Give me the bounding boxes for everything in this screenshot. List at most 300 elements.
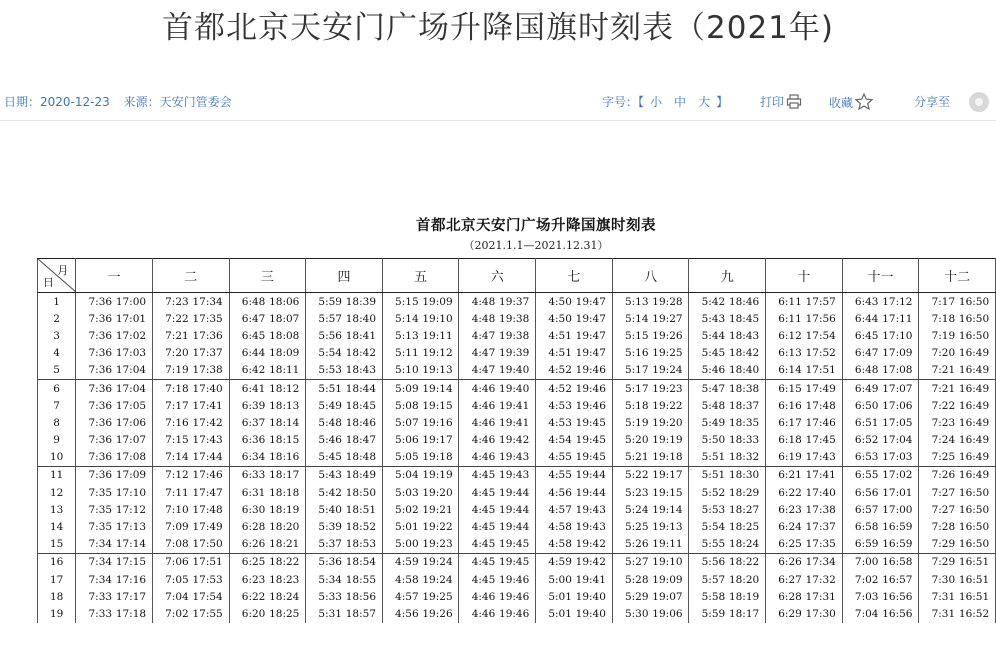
- time-cell: [842, 362, 919, 380]
- table-row: [38, 432, 996, 449]
- lower-time: 19:26: [422, 607, 453, 620]
- lower-time: 18:18: [269, 486, 300, 499]
- lower-time: 16:59: [882, 521, 913, 534]
- time-cell: [382, 293, 459, 311]
- schedule-body: [38, 293, 996, 623]
- time-cell: [842, 327, 919, 344]
- time-cell: [76, 362, 153, 380]
- lower-time: 17:03: [115, 347, 147, 360]
- share-platform-icon[interactable]: [969, 92, 989, 112]
- raise-time: 5:39: [318, 521, 342, 534]
- lower-time: 19:18: [422, 451, 453, 464]
- lower-time: 17:02: [115, 329, 147, 342]
- lower-time: 19:25: [652, 347, 683, 360]
- raise-time: 7:31: [931, 590, 956, 603]
- raise-time: 6:58: [854, 521, 879, 534]
- month-header-cell: 十二: [919, 259, 996, 293]
- time-cell: [842, 310, 919, 327]
- time-cell: [842, 293, 919, 311]
- lower-time: 16:50: [958, 521, 990, 534]
- raise-time: 6:25: [778, 538, 802, 551]
- time-cell: [76, 553, 153, 571]
- raise-time: 5:36: [318, 556, 342, 569]
- time-cell: [612, 379, 689, 397]
- time-cell: [229, 518, 306, 535]
- raise-time: 6:52: [854, 434, 879, 447]
- time-cell: [842, 345, 919, 362]
- lower-time: 19:40: [499, 382, 530, 395]
- lower-time: 19:23: [422, 538, 453, 551]
- month-header-cell: 二: [152, 259, 229, 293]
- raise-time: 5:13: [624, 295, 649, 308]
- lower-time: 17:56: [805, 312, 836, 325]
- table-row: [38, 553, 996, 571]
- raise-time: 5:25: [624, 521, 649, 534]
- raise-time: 7:16: [165, 416, 189, 429]
- lower-time: 18:54: [345, 556, 376, 569]
- time-cell: [76, 518, 153, 535]
- table-row: [38, 449, 996, 467]
- time-cell: [612, 536, 689, 554]
- raise-time: 5:24: [624, 503, 649, 516]
- raise-time: 4:46: [471, 399, 496, 412]
- lower-time: 17:40: [805, 486, 836, 499]
- lower-time: 19:23: [652, 382, 683, 395]
- time-cell: [306, 293, 383, 311]
- raise-time: 6:20: [241, 607, 266, 620]
- bracket-close: 】: [716, 95, 729, 109]
- lower-time: 19:38: [499, 329, 530, 342]
- time-cell: [536, 432, 613, 449]
- time-cell: [229, 362, 306, 380]
- lower-time: 19:46: [499, 590, 530, 603]
- raise-time: 5:26: [624, 538, 649, 551]
- lower-time: 16:51: [958, 556, 990, 569]
- time-cell: [76, 379, 153, 397]
- lower-time: 18:24: [269, 590, 300, 603]
- lower-time: 19:45: [575, 434, 606, 447]
- lower-time: 19:47: [575, 347, 606, 360]
- lower-time: 18:16: [269, 451, 300, 464]
- table-row: [38, 414, 996, 431]
- lower-time: 18:17: [269, 469, 300, 482]
- time-cell: [382, 310, 459, 327]
- raise-time: 5:37: [318, 538, 342, 551]
- lower-time: 17:18: [115, 607, 147, 620]
- raise-time: 5:08: [395, 399, 419, 412]
- lower-time: 19:27: [652, 312, 683, 325]
- time-cell: [459, 484, 536, 501]
- time-cell: [382, 605, 459, 622]
- time-cell: [382, 466, 459, 484]
- time-cell: [612, 484, 689, 501]
- lower-time: 17:09: [115, 469, 147, 482]
- month-header-cell: 三: [229, 259, 306, 293]
- lower-time: 19:28: [652, 295, 683, 308]
- lower-time: 17:41: [805, 469, 836, 482]
- lower-time: 17:54: [805, 329, 836, 342]
- time-cell: [76, 571, 153, 588]
- time-cell: [842, 588, 919, 605]
- time-cell: [536, 345, 613, 362]
- month-header-cell: 十: [766, 259, 843, 293]
- raise-time: 4:46: [471, 607, 496, 620]
- time-cell: [689, 449, 766, 467]
- time-cell: [766, 414, 843, 431]
- raise-time: 5:16: [624, 347, 649, 360]
- lower-time: 19:46: [499, 573, 530, 586]
- day-cell: 12: [38, 484, 76, 501]
- time-cell: [612, 293, 689, 311]
- raise-time: 5:01: [395, 521, 419, 534]
- font-size-selector: [602, 93, 728, 110]
- print-button[interactable]: [760, 93, 802, 110]
- raise-time: 7:36: [88, 312, 113, 325]
- raise-time: 7:36: [88, 347, 113, 360]
- lower-time: 18:08: [269, 329, 300, 342]
- lower-time: 16:59: [882, 538, 913, 551]
- lower-time: 19:47: [575, 295, 606, 308]
- month-header-cell: 五: [382, 259, 459, 293]
- time-cell: [459, 588, 536, 605]
- time-cell: [766, 553, 843, 571]
- raise-time: 4:47: [471, 347, 496, 360]
- time-cell: [919, 432, 996, 449]
- raise-time: 4:51: [548, 329, 572, 342]
- lower-time: 17:06: [115, 416, 147, 429]
- day-cell: 18: [38, 588, 76, 605]
- table-row: [38, 327, 996, 344]
- lower-time: 19:41: [575, 573, 606, 586]
- schedule-title: 首都北京天安门广场升降国旗时刻表: [416, 217, 656, 234]
- lower-time: 19:19: [652, 434, 683, 447]
- raise-time: 5:00: [548, 573, 572, 586]
- time-cell: [766, 293, 843, 311]
- time-cell: [689, 379, 766, 397]
- raise-time: 5:01: [548, 590, 572, 603]
- lower-time: 18:56: [345, 590, 376, 603]
- lower-time: 19:11: [652, 538, 683, 551]
- lower-time: 19:15: [422, 399, 453, 412]
- time-cell: [689, 484, 766, 501]
- font-size-medium-button[interactable]: 中: [674, 95, 687, 109]
- time-cell: [76, 397, 153, 414]
- time-cell: [842, 414, 919, 431]
- raise-time: 7:26: [931, 469, 956, 482]
- lower-time: 19:45: [499, 538, 530, 551]
- raise-time: 7:19: [931, 329, 956, 342]
- month-header-row: [38, 259, 996, 293]
- raise-time: 5:21: [624, 451, 649, 464]
- lower-time: 18:40: [728, 364, 760, 377]
- raise-time: 7:17: [931, 295, 956, 308]
- time-cell: [382, 588, 459, 605]
- lower-time: 17:51: [192, 556, 223, 569]
- lower-time: 17:00: [882, 503, 913, 516]
- time-cell: [919, 588, 996, 605]
- time-cell: [536, 327, 613, 344]
- time-cell: [382, 362, 459, 380]
- lower-time: 17:03: [882, 451, 913, 464]
- lower-time: 18:47: [345, 434, 376, 447]
- raise-time: 4:46: [471, 416, 496, 429]
- raise-time: 7:21: [931, 364, 956, 377]
- raise-time: 7:21: [165, 329, 189, 342]
- lower-time: 19:45: [499, 556, 530, 569]
- raise-time: 5:47: [701, 382, 726, 395]
- time-cell: [766, 484, 843, 501]
- lower-time: 17:48: [192, 503, 223, 516]
- raise-time: 7:04: [165, 590, 189, 603]
- raise-time: 7:10: [165, 503, 189, 516]
- raise-time: 6:55: [854, 469, 879, 482]
- time-cell: [919, 379, 996, 397]
- raise-time: 4:50: [548, 295, 572, 308]
- raise-time: 5:30: [624, 607, 649, 620]
- time-cell: [689, 536, 766, 554]
- raise-time: 5:57: [318, 312, 342, 325]
- lower-time: 18:20: [269, 521, 300, 534]
- raise-time: 7:12: [165, 469, 189, 482]
- day-cell: 16: [38, 553, 76, 571]
- time-cell: [919, 553, 996, 571]
- lower-time: 16:51: [958, 573, 990, 586]
- lower-time: 19:47: [575, 312, 606, 325]
- lower-time: 17:05: [882, 416, 913, 429]
- time-cell: [306, 605, 383, 622]
- time-cell: [152, 484, 229, 501]
- time-cell: [919, 293, 996, 311]
- month-header-cell: 四: [306, 259, 383, 293]
- time-cell: [152, 553, 229, 571]
- lower-time: 17:14: [115, 538, 147, 551]
- time-cell: [76, 414, 153, 431]
- time-cell: [152, 310, 229, 327]
- raise-time: 4:48: [471, 312, 496, 325]
- time-cell: [612, 414, 689, 431]
- lower-time: 18:46: [345, 416, 376, 429]
- month-header-cell: 七: [536, 259, 613, 293]
- favorite-button[interactable]: [829, 93, 873, 111]
- time-cell: [459, 432, 536, 449]
- raise-time: 6:45: [241, 329, 266, 342]
- time-cell: [689, 588, 766, 605]
- raise-time: 5:33: [318, 590, 342, 603]
- day-cell: 15: [38, 536, 76, 554]
- time-cell: [919, 466, 996, 484]
- time-cell: [536, 501, 613, 518]
- lower-time: 17:53: [192, 573, 223, 586]
- time-cell: [766, 501, 843, 518]
- month-header-cell: 一: [76, 259, 153, 293]
- raise-time: 5:46: [318, 434, 342, 447]
- lower-time: 19:12: [422, 347, 453, 360]
- time-cell: [536, 449, 613, 467]
- time-cell: [229, 432, 306, 449]
- raise-time: 7:14: [165, 451, 189, 464]
- raise-time: 5:01: [548, 607, 572, 620]
- lower-time: 17:43: [805, 451, 836, 464]
- time-cell: [536, 466, 613, 484]
- lower-time: 17:08: [882, 364, 913, 377]
- raise-time: 5:09: [395, 382, 419, 395]
- raise-time: 7:36: [88, 451, 113, 464]
- raise-time: 4:57: [548, 503, 572, 516]
- time-cell: [919, 571, 996, 588]
- raise-time: 5:59: [701, 607, 726, 620]
- lower-time: 18:22: [269, 556, 300, 569]
- lower-time: 18:38: [728, 382, 760, 395]
- raise-time: 4:55: [548, 469, 572, 482]
- raise-time: 5:48: [701, 399, 726, 412]
- raise-time: 5:17: [624, 382, 649, 395]
- lower-time: 17:34: [192, 295, 223, 308]
- font-size-large-button[interactable]: 大: [698, 95, 711, 109]
- time-cell: [919, 605, 996, 622]
- raise-time: 5:20: [624, 434, 649, 447]
- lower-time: 17:05: [115, 399, 147, 412]
- time-cell: [919, 345, 996, 362]
- time-cell: [766, 588, 843, 605]
- lower-time: 18:43: [728, 329, 760, 342]
- lower-time: 18:39: [345, 295, 376, 308]
- time-cell: [382, 518, 459, 535]
- raise-time: 4:52: [548, 382, 572, 395]
- lower-time: 17:51: [805, 364, 836, 377]
- time-cell: [459, 518, 536, 535]
- lower-time: 18:48: [345, 451, 376, 464]
- raise-time: 5:11: [395, 347, 419, 360]
- time-cell: [689, 432, 766, 449]
- lower-time: 17:37: [192, 347, 223, 360]
- lower-time: 17:31: [805, 590, 836, 603]
- lower-time: 16:50: [958, 329, 990, 342]
- time-cell: [689, 571, 766, 588]
- lower-time: 16:52: [958, 607, 990, 620]
- time-cell: [152, 466, 229, 484]
- lower-time: 17:00: [115, 295, 147, 308]
- time-cell: [612, 605, 689, 622]
- raise-time: 7:34: [88, 556, 113, 569]
- raise-time: 7:35: [88, 486, 113, 499]
- time-cell: [382, 345, 459, 362]
- table-row: [38, 518, 996, 535]
- table-row: [38, 362, 996, 380]
- raise-time: 5:27: [624, 556, 649, 569]
- raise-time: 5:06: [395, 434, 419, 447]
- lower-time: 18:42: [728, 347, 760, 360]
- lower-time: 17:06: [882, 399, 913, 412]
- lower-time: 19:43: [499, 451, 530, 464]
- table-row: [38, 501, 996, 518]
- raise-time: 5:59: [318, 295, 342, 308]
- raise-time: 7:36: [88, 329, 113, 342]
- time-cell: [306, 571, 383, 588]
- time-cell: [382, 536, 459, 554]
- raise-time: 7:21: [931, 382, 956, 395]
- raise-time: 5:52: [701, 486, 726, 499]
- time-cell: [919, 397, 996, 414]
- raise-time: 4:47: [471, 364, 496, 377]
- table-row: [38, 466, 996, 484]
- day-cell: 19: [38, 605, 76, 622]
- lower-time: 19:15: [652, 486, 683, 499]
- raise-time: 7:02: [854, 573, 879, 586]
- lower-time: 17:04: [882, 434, 913, 447]
- time-cell: [382, 571, 459, 588]
- time-cell: [766, 432, 843, 449]
- time-cell: [689, 518, 766, 535]
- raise-time: 5:40: [318, 503, 342, 516]
- day-cell: 9: [38, 432, 76, 449]
- raise-time: 6:48: [854, 364, 879, 377]
- raise-time: 6:30: [241, 503, 266, 516]
- lower-time: 19:43: [575, 521, 606, 534]
- lower-time: 17:16: [115, 573, 147, 586]
- time-cell: [766, 397, 843, 414]
- time-cell: [536, 379, 613, 397]
- lower-time: 18:46: [728, 295, 760, 308]
- raise-time: 6:33: [241, 469, 266, 482]
- raise-time: 6:31: [241, 486, 266, 499]
- font-size-small-button[interactable]: 小: [650, 95, 663, 109]
- raise-time: 4:45: [471, 503, 496, 516]
- raise-time: 4:58: [548, 538, 572, 551]
- raise-time: 5:42: [318, 486, 342, 499]
- lower-time: 18:51: [345, 503, 376, 516]
- raise-time: 7:35: [88, 503, 113, 516]
- time-cell: [536, 518, 613, 535]
- raise-time: 5:31: [318, 607, 342, 620]
- time-cell: [76, 536, 153, 554]
- lower-time: 17:12: [115, 503, 147, 516]
- raise-time: 6:48: [241, 295, 266, 308]
- raise-time: 5:07: [395, 416, 419, 429]
- raise-time: 5:46: [701, 364, 726, 377]
- raise-time: 6:24: [778, 521, 802, 534]
- raise-time: 7:08: [165, 538, 189, 551]
- day-cell: 6: [38, 379, 76, 397]
- day-cell: 10: [38, 449, 76, 467]
- lower-time: 19:18: [652, 451, 683, 464]
- time-cell: [459, 414, 536, 431]
- raise-time: 7:23: [165, 295, 189, 308]
- share-button[interactable]: [914, 93, 950, 110]
- time-cell: [536, 588, 613, 605]
- lower-time: 18:20: [728, 573, 760, 586]
- lower-time: 17:44: [192, 451, 223, 464]
- lower-time: 18:25: [269, 607, 300, 620]
- time-cell: [459, 362, 536, 380]
- lower-time: 16:49: [958, 364, 990, 377]
- raise-time: 6:42: [241, 364, 266, 377]
- raise-time: 6:28: [241, 521, 266, 534]
- lower-time: 16:49: [958, 451, 990, 464]
- raise-time: 6:19: [778, 451, 802, 464]
- time-cell: [306, 466, 383, 484]
- lower-time: 17:54: [192, 590, 223, 603]
- lower-time: 18:53: [345, 538, 376, 551]
- time-cell: [689, 327, 766, 344]
- raise-time: 5:19: [624, 416, 649, 429]
- lower-time: 18:49: [345, 469, 376, 482]
- time-cell: [766, 536, 843, 554]
- raise-time: 5:53: [318, 364, 342, 377]
- raise-time: 5:55: [701, 538, 726, 551]
- lower-time: 17:35: [192, 312, 223, 325]
- raise-time: 7:30: [931, 573, 956, 586]
- publish-date: [4, 95, 110, 109]
